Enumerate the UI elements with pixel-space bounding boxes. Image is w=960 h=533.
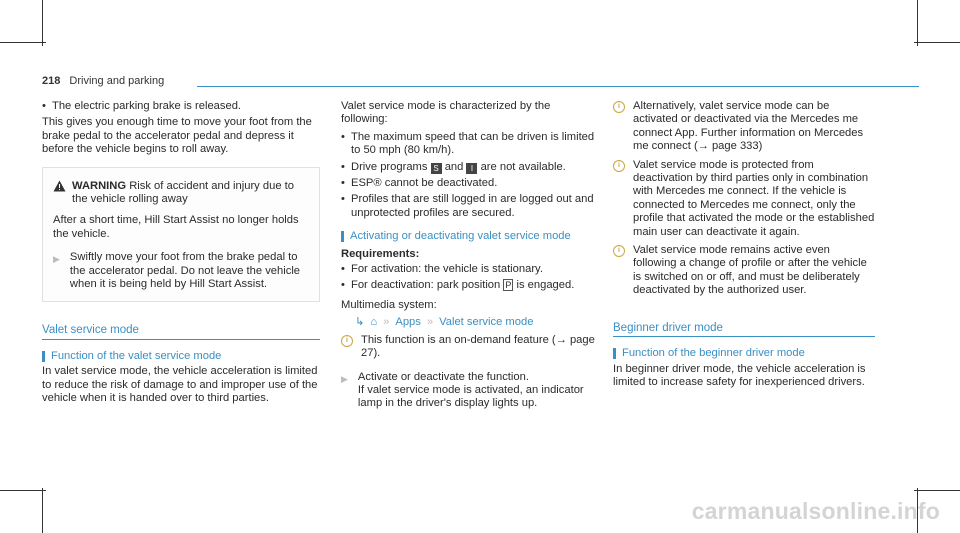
step-arrow-icon: ▶ [341,373,348,384]
warning-heading [53,180,309,207]
note-text: Valet service mode is protected from deactivation by third parties only in combination with Mercedes me connect. If the vehicle is connected to Mercedes me connect, only the profile that activated the mode or the established main user can deactivate it again. [633,158,875,238]
crop-mark [917,0,918,46]
step-text: Activate or deactivate the function. [357,370,529,383]
note-text: Valet service mode remains active even following a change of profile or after the vehicle is switched on or off, and must be deliberately deactivated by the authorized user. [633,244,867,297]
chevron-right-icon: » [426,316,434,329]
page-section-title: Driving and parking [69,75,165,87]
column-middle [341,100,595,411]
info-icon: i [341,335,353,347]
info-icon: i [613,160,625,172]
column-left [42,100,320,410]
section-title: Beginner driver mode [613,322,875,337]
info-icon: i [613,245,625,257]
info-note [613,159,875,239]
page-header [42,75,164,88]
list-item: • Profiles that are still logged in are logged out and unprotected profiles are secured. [341,193,595,220]
step-followup: If valet service mode is activated, an indicator lamp in the driver's display lights up. [357,383,584,410]
subsection-title [341,230,595,243]
note-text: This function is an on-demand feature (→ page 27). [361,333,595,360]
subsection-title [42,350,320,363]
paragraph: In valet service mode, the vehicle acceleration is limited to reduce the risk of damage to and improper use of the vehicle when it is handed over to third parties. [42,365,318,405]
crop-mark [914,42,960,43]
info-note [613,244,875,298]
warning-step [53,251,309,291]
section-title: Valet service mode [42,324,320,339]
info-note [613,100,875,154]
info-note [341,334,595,361]
watermark: carmanualsonline.info [691,498,940,524]
subsection-title-text: Activating or deactivating valet service mode [350,230,571,243]
paragraph: In beginner driver mode, the vehicle acceleration is limited to increase safety for inexperienced drivers. [613,362,866,388]
individual-key-icon: I [466,163,477,174]
menu-return-arrow-icon: ↳ [355,316,365,329]
list-item-text: For deactivation: park position [351,279,501,292]
column-right [613,100,875,393]
warning-label: WARNING [72,179,127,192]
crop-mark [42,0,43,46]
requirements-label: Requirements: [341,247,420,260]
list-item: • ESP® cannot be deactivated. [341,177,595,190]
paragraph: Valet service mode is characterized by the following: [341,100,551,126]
list-item-text: and [444,160,464,173]
list-item-text: Drive programs [351,160,428,173]
paragraph: This gives you enough time to move your foot from the brake pedal to the accelerator pedal and depress it before the vehicle begins to roll away. [42,116,312,156]
list-item-text: are not available. [480,160,566,173]
page-number: 218 [42,75,61,87]
subsection-title-text: Function of the beginner driver mode [622,347,805,360]
list-item-text: is engaged. [516,279,575,292]
list-item-drive-programs [341,161,595,174]
warning-triangle-icon [53,180,66,207]
instruction-step [341,371,595,411]
list-item: • For activation: the vehicle is stationary. [341,263,595,276]
menu-path-item: Valet service mode [439,316,534,329]
header-rule [197,86,919,87]
home-icon: ⌂ [370,316,378,329]
note-text: Alternatively, valet service mode can be activated or deactivated via the Mercedes me connect App. Further information on Mercedes me connect (→ page 333) [633,100,864,153]
subsection-marker [613,348,616,359]
menu-path-item: Apps [395,316,421,329]
crop-mark [914,490,960,491]
sport-key-icon: S [431,163,442,174]
warning-body: After a short time, Hill Start Assist no longer holds the vehicle. [53,214,299,240]
chevron-right-icon: » [383,316,390,329]
subsection-marker [42,351,45,362]
subsection-marker [341,231,344,242]
crop-mark [42,488,43,533]
step-arrow-icon: ▶ [53,254,60,265]
menu-path [341,316,595,329]
list-item: • The electric parking brake is released. [42,100,320,113]
list-item [341,279,595,292]
step-text: Swiftly move your foot from the brake pedal to the accelerator pedal. Do not leave the vehicle when it is being held by Hill Start Assist. [69,251,301,291]
multimedia-label: Multimedia system: [341,298,437,311]
subsection-title [613,347,875,360]
crop-mark [0,490,46,491]
crop-mark [0,42,46,43]
list-item: • The maximum speed that can be driven is limited to 50 mph (80 km/h). [341,131,595,158]
warning-text: Risk of accident and injury due to the vehicle rolling away [72,179,294,206]
park-position-icon: P [505,280,512,291]
subsection-title-text: Function of the valet service mode [51,349,222,362]
info-icon: i [613,101,625,113]
warning-box [42,167,320,303]
